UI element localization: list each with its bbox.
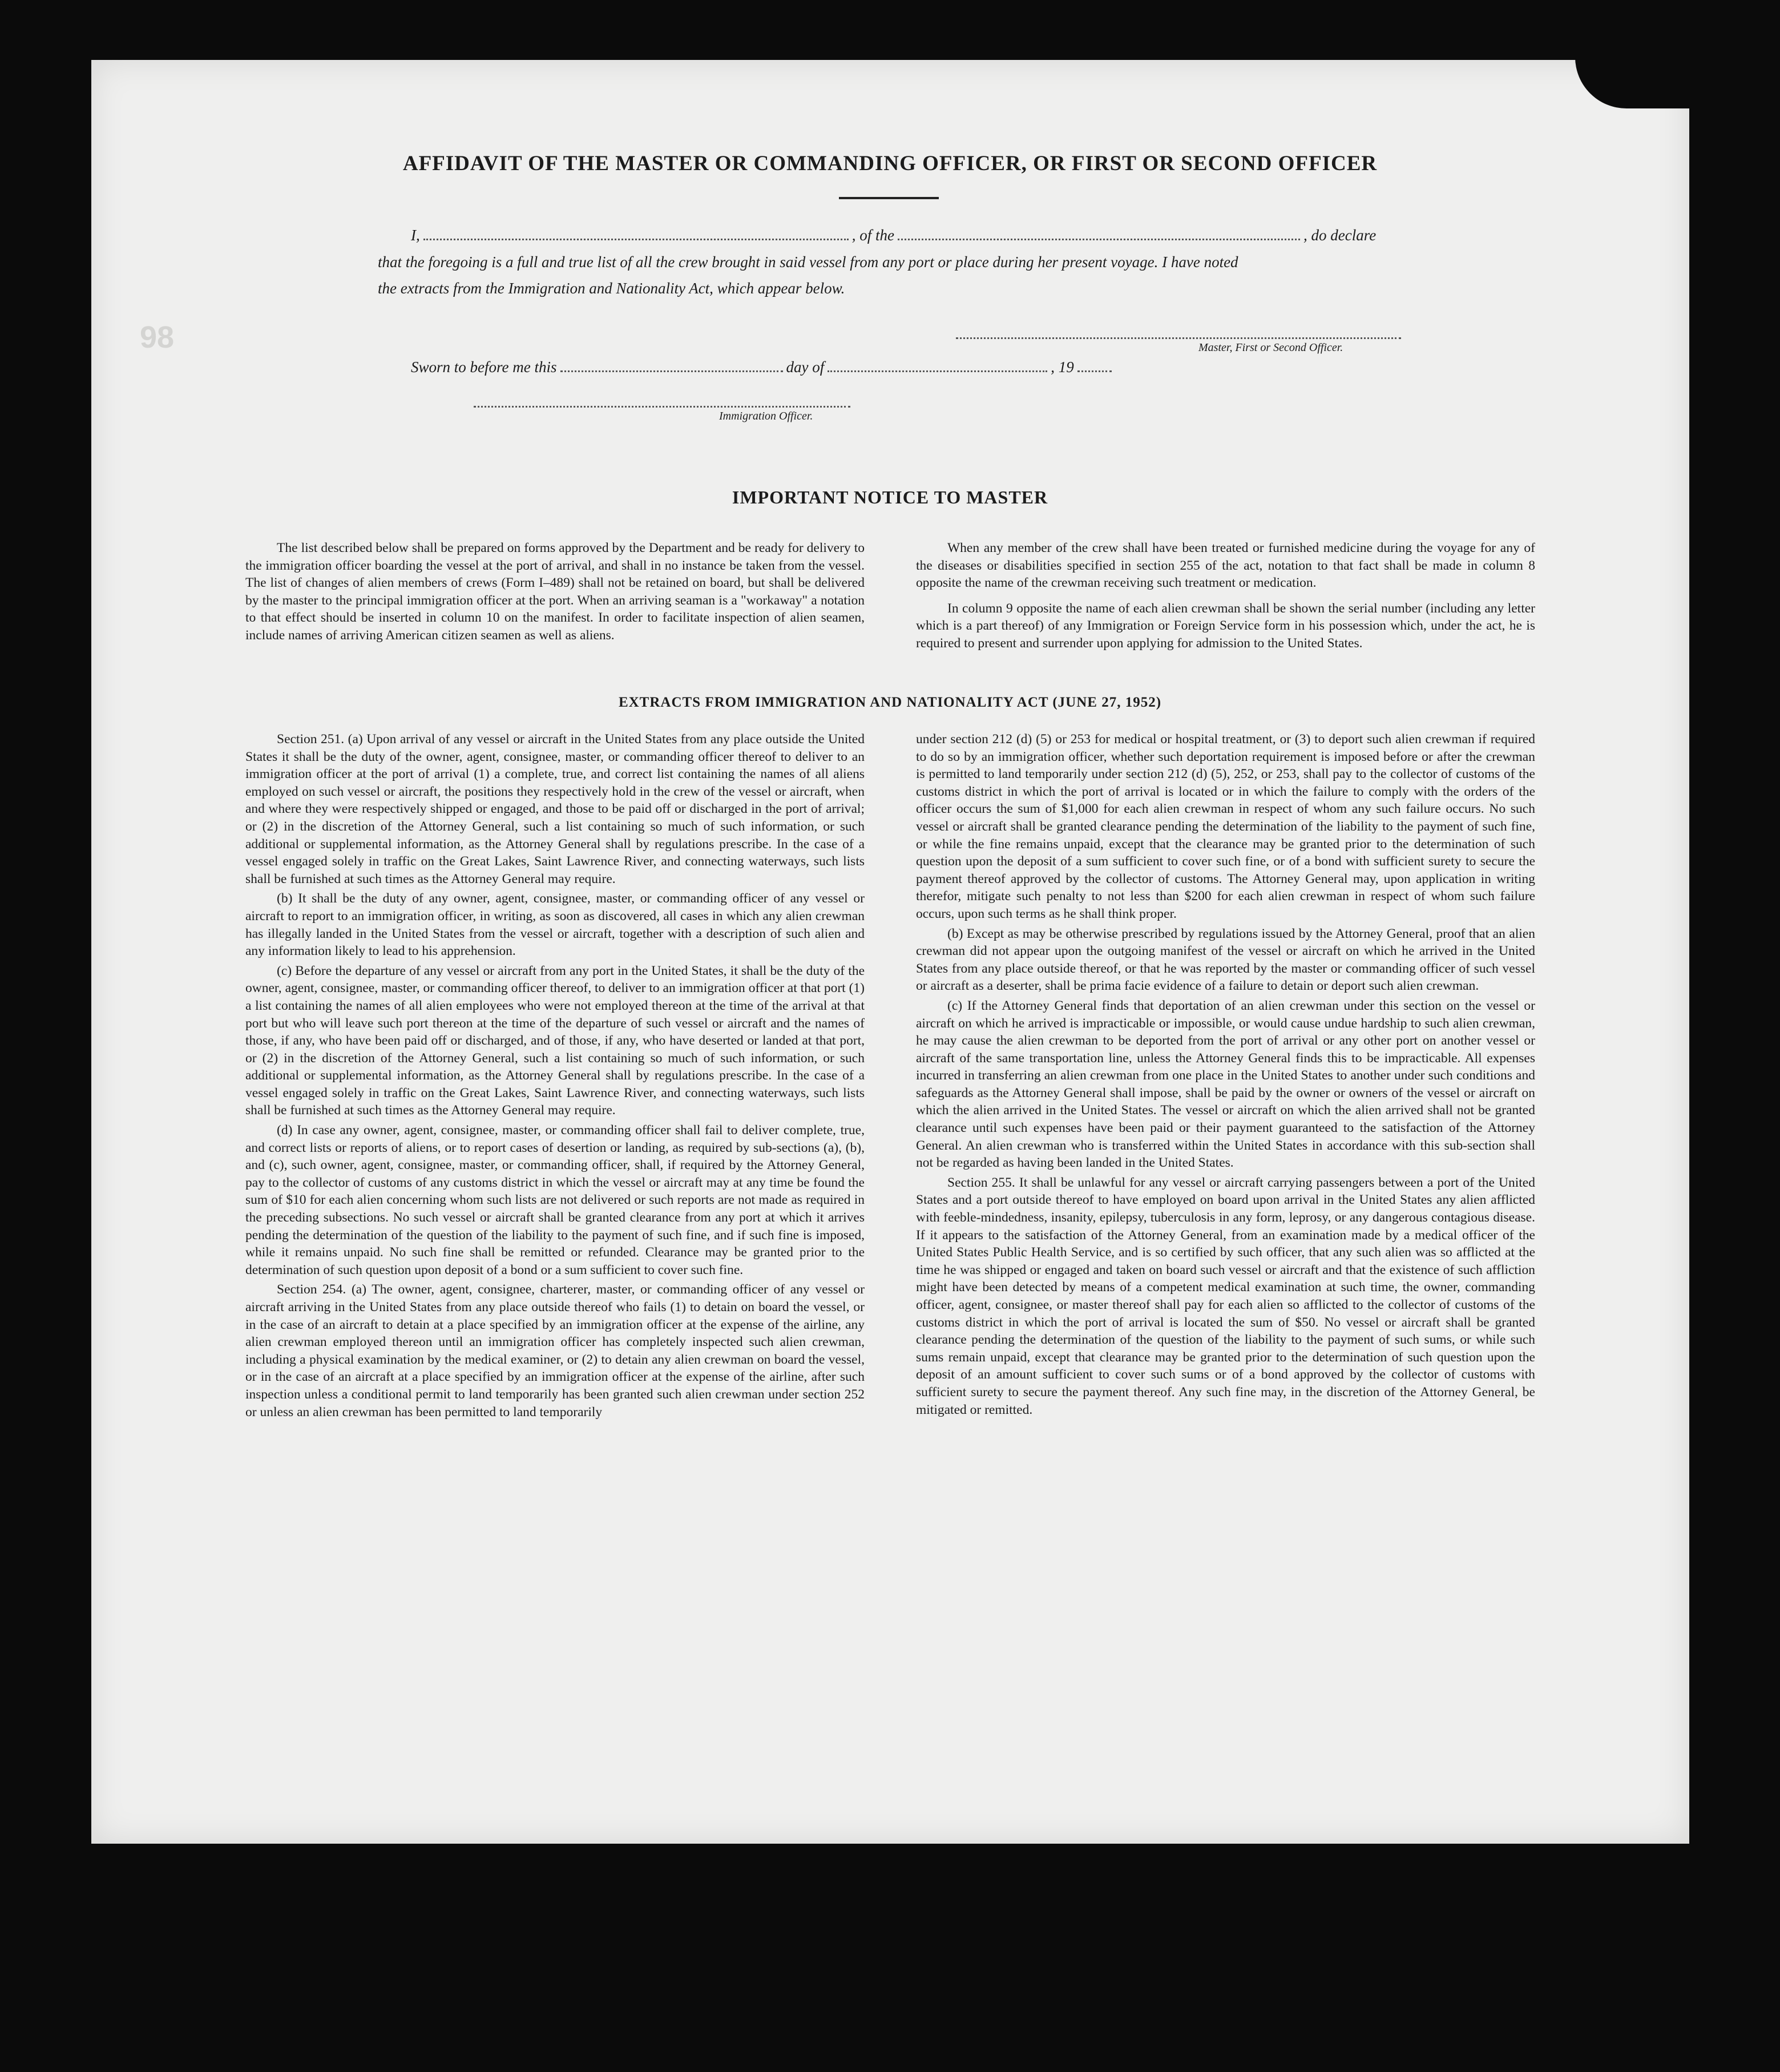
affidavit-text-line-3: the extracts from the Immigration and Nationality Act, which appear below. <box>378 280 845 297</box>
affidavit-title: AFFIDAVIT OF THE MASTER OR COMMANDING OFFICER, OR FIRST OR SECOND OFFICER <box>402 152 1378 175</box>
immigration-officer-signature-line[interactable] <box>474 405 850 408</box>
act-section-paragraph: (c) If the Attorney General finds that deportation of an alien crewman under this section on the vessel or aircraft on which he arrived is impracticable or impossible, or would cause undue hardship to such alien crewman, he may cause the alien crewman to be deported from the port of arrival or any other port on another vessel or aircraft of the same transportation line, unless the Attorney General finds this to be impracticable. All expenses incurred in transferring an alien crewman from one place in the United States to another under such conditions and safeguards as the Attorney General shall impose, shall be paid by the owner or owners of the vessel or aircraft on which the alien arrived in the United States. The vessel or aircraft on which the alien arrived shall not be granted clearance until such expenses have been paid or their payment guaranteed to the satisfaction of the Attorney General. An alien crewman who is transferred within the United States in accordance with this sub-section shall not be regarded as having been landed in the United States. <box>916 998 1535 1171</box>
affidavit-text-line-2: that the foregoing is a full and true list of all the crew brought in said vessel from any port or place during her present voyage. I have noted <box>378 253 1238 271</box>
notice-left-column <box>245 539 865 647</box>
label-sworn: Sworn to before me this <box>411 358 557 376</box>
faded-stamp-number: 98 <box>140 320 175 354</box>
notice-paragraph: In column 9 opposite the name of each alien crewman shall be shown the serial number (including any letter which is a part thereof) of any Immigration or Foreign Service form in his possession which, under the act, he is required to present and surrender upon applying for admission to the United States. <box>916 600 1535 651</box>
notice-paragraph: The list described below shall be prepared on forms approved by the Department and be ready for delivery to the immigration officer boarding the vessel at the port of arrival, and shall in no instance be taken from the vessel. The list of changes of alien members of crews (Form I–489) shall not be retained on board, but shall be delivered by the master to the principal immigration officer at the port. When an arriving seaman is a "workaway" a notation to that effect should be inserted in column 10 on the manifest. In order to facilitate inspection of alien seamen, include names of arriving American citizen seamen as well as aliens. <box>245 541 865 643</box>
act-section-paragraph: Section 255. It shall be unlawful for any vessel or aircraft carrying passengers between a port of the United States and a port outside thereof to have employed on board upon arrival in the United States any alien afflicted with feeble-mindedness, insanity, epilepsy, tuberculosis in any form, leprosy, or any dangerous contagious disease. If it appears to the satisfaction of the Attorney General, from an examination made by a medical officer of the United States Public Health Service, and is so certified by such officer, that any such alien was so afflicted at the time he was shipped or engaged and taken on board such vessel or aircraft and that the existence of such affliction might have been detected by means of a competent medical examination at such time, the owner, commanding officer, agent, consignee, or master thereof shall pay for each alien so afflicted to the collector of customs of the customs district in which the port of arrival is located the sum of $50. No vessel or aircraft shall be granted clearance pending the determination of the question of the liability to the payment of such sums, or while such sums remain unpaid, except that clearance may be granted prior to the determination of such question upon the deposit of an amount sufficient to cover such sums or of a bond approved by the collector of customs with sufficient surety to secure the payment thereof. Any such fine may, in the discretion of the Attorney General, be mitigated or remitted. <box>916 1175 1535 1417</box>
label-year: , 19 <box>1051 358 1074 376</box>
label-i: I, <box>411 227 420 244</box>
label-of-the: , of the <box>851 227 894 244</box>
torn-corner <box>1575 40 1724 108</box>
act-section-paragraph: under section 212 (d) (5) or 253 for medical or hospital treatment, or (3) to deport such alien crewman if required to do so by an immigration officer, whether such deportation requirement is imposed before or after the crewman is permitted to land temporarily under section 212 (d) (5), 252, or 253, shall pay to the collector of customs of the customs district in which the port of arrival is located or in which the failure to comply with the orders of the officer occurs the sum of $1,000 for each alien crewman in respect of whom any such failure occurs. No such vessel or aircraft shall be granted clearance pending the determination of the liability to the payment of such fine, or while the fine remains unpaid, except that the clearance may be granted prior to the determination of such question upon the deposit of a sum sufficient to cover such fine, or of a bond with sufficient surety to secure the payment thereof approved by the collector of customs. The Attorney General may, upon application in writing therefor, mitigate such penalty to not less than $200 for each alien crewman in respect of whom such failure occurs, upon such terms as he shall think proper. <box>916 732 1535 921</box>
day-blank[interactable] <box>560 370 783 372</box>
immigration-officer-caption: Immigration Officer. <box>719 410 813 422</box>
act-section-paragraph: Section 251. (a) Upon arrival of any vessel or aircraft in the United States from any place outside the United States it shall be the duty of the owner, agent, consignee, master, or commanding officer thereof to deliver to an immigration officer at the port of arrival (1) a complete, true, and correct list containing the names of all aliens employed on such vessel or aircraft, the positions they respectively hold in the crew of the vessel or aircraft, when and where they were respectively shipped or engaged, and those to be paid off or discharged in the port of arrival; or (2) in the discretion of the Attorney General, such a list containing so much of such information, or such additional or supplemental information, as the Attorney General shall by regulations prescribe. In the case of a vessel engaged solely in traffic on the Great Lakes, Saint Lawrence River, and connecting waterways, such lists shall be furnished at such times as the Attorney General may require. <box>245 732 865 886</box>
act-section-paragraph: (c) Before the departure of any vessel or aircraft from any port in the United States, it shall be the duty of the owner, agent, consignee, master, or commanding officer thereof, to deliver to an immigration officer at that port (1) a list containing the names of all alien employees who were not employed thereon at the time of the arrival at that port but who will leave such port thereon at the time of the departure of such vessel or aircraft and the names of those, if any, who have been paid off or discharged, and of those, if any, who have deserted or landed at that port, or (2) in the discretion of the Attorney General, such a list containing so much of such information, or such additional or supplemental information, as the Attorney General shall by regulations prescribe. In the case of a vessel engaged solely in traffic on the Great Lakes, Saint Lawrence River, and connecting waterways, such lists shall be furnished at such times as the Attorney General may require. <box>245 963 865 1118</box>
master-signature-caption: Master, First or Second Officer. <box>1198 341 1343 354</box>
notice-paragraph: When any member of the crew shall have been treated or furnished medicine during the voyage for any of the diseases or disabilities specified in section 255 of the act, notation to that fact shall be made in column 8 opposite the name of the crewman receiving such treatment or medication. <box>916 541 1535 591</box>
affidavit-declaration-line <box>411 227 1376 244</box>
act-section-paragraph: Section 254. (a) The owner, agent, consignee, charterer, master, or commanding officer of any vessel or aircraft arriving in the United States from any place outside thereof who fails (1) to detain on board the vessel, or in the case of an aircraft to detain at a place specified by an immigration officer at the expense of the airline, any alien crewman employed thereon until an immigration officer has completely inspected such alien crewman, including a physical examination by the medical examiner, or (2) to detain any alien crewman on board the vessel, or in the case of an aircraft at a place specified by an immigration officer at the expense of the airline, after such inspection unless a conditional permit to land temporarily has been granted such alien crewman under section 252 or unless an alien crewman has been permitted to land temporarily <box>245 1282 865 1420</box>
master-signature-line[interactable] <box>956 337 1401 339</box>
act-section-paragraph: (b) It shall be the duty of any owner, agent, consignee, master, or commanding officer of any vessel or aircraft to report to an immigration officer, in writing, as soon as discovered, all cases in which any alien crewman has illegally landed in the United States from the vessel or aircraft, together with a description of such alien and any information likely to lead to his apprehension. <box>245 891 865 959</box>
year-blank[interactable] <box>1077 370 1112 372</box>
act-section-paragraph: (b) Except as may be otherwise prescribed by regulations issued by the Attorney General, proof that an alien crewman did not appear upon the outgoing manifest of the vessel or aircraft on which he arrived in the United States from any place outside thereof, or that he was reported by the master or commanding officer of such vessel or aircraft as a deserter, shall be prima facie evidence of a failure to detain or deport such alien crewman. <box>916 926 1535 994</box>
month-blank[interactable] <box>828 370 1047 372</box>
label-day-of: day of <box>786 358 825 376</box>
label-do-declare: , do declare <box>1303 227 1377 244</box>
notice-title: IMPORTANT NOTICE TO MASTER <box>732 487 1048 507</box>
extracts-right-column <box>916 731 1535 1421</box>
act-section-paragraph: (d) In case any owner, agent, consignee, master, or commanding officer shall fail to deliver complete, true, and correct lists or reports of aliens, or to report cases of desertion or landing, as required by sub-sections (a), (b), and (c), such owner, agent, consignee, master, or commanding officer, shall, if required by the Attorney General, pay to the collector of customs of any customs district in which the vessel or aircraft may at any time be found the sum of $10 for each alien concerning whom such lists are not delivered or such reports are not made as required in the preceding subsections. No such vessel or aircraft shall be granted clearance from any port at which it arrives pending the determination of the question of the liability to the payment of such fine, and if such fine is imposed, while it remains unpaid. No such fine shall be remitted or refunded. Clearance may be granted prior to the determination of such question upon deposit of a bond or a sum sufficient to cover such fine. <box>245 1123 865 1277</box>
name-blank[interactable] <box>423 238 849 240</box>
title-underline <box>839 197 939 199</box>
extracts-title: EXTRACTS FROM IMMIGRATION AND NATIONALITY ACT (JUNE 27, 1952) <box>618 695 1162 710</box>
sworn-line <box>411 358 1115 376</box>
extracts-left-column <box>245 731 865 1423</box>
notice-right-column <box>916 539 1535 655</box>
vessel-blank[interactable] <box>898 238 1300 240</box>
